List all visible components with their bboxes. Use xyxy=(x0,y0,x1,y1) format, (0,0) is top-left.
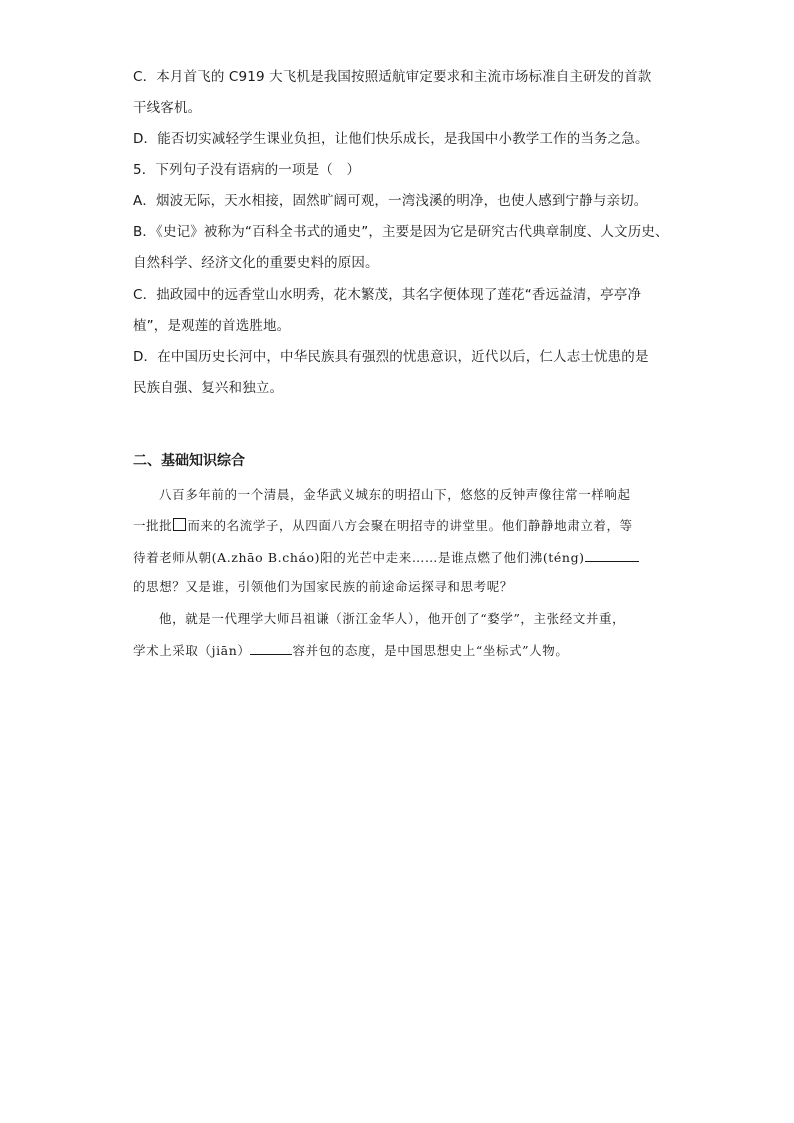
passage-p1-line2-part2: 而来的名流学子，从四面八方会聚在明招寺的讲堂里。他们静静地肃立着，等 xyxy=(187,518,633,533)
passage-p1-line2-part1: 一批批 xyxy=(133,518,173,533)
q5-option-d-line1: D．在中国历史长河中，中华民族具有强烈的忧患意识，近代以后，仁人志士忧患的是 xyxy=(133,349,649,365)
passage-p1-line3 xyxy=(133,548,663,567)
q5-option-b-line2: 自然科学、经济文化的重要史料的原因。 xyxy=(133,255,379,271)
q4-option-c-line1: C．本月首飞的 C919 大飞机是我国按照适航审定要求和主流市场标准自主研发的首款 xyxy=(133,69,652,85)
passage-p2-line2-part2: 容并包的态度，是中国思想史上“坐标式”人物。 xyxy=(292,643,569,658)
q5-option-c-line1: C．拙政园中的远香堂山水明秀，花木繁茂，其名字便体现了莲花“香远益清，亭亭净 xyxy=(133,287,642,303)
answer-blank-jian[interactable] xyxy=(250,641,292,655)
q5-option-b-line1: B．《史记》被称为“百科全书式的通史”，主要是因为它是研究古代典章制度、人文历史、 xyxy=(133,224,669,240)
passage-p1-line2 xyxy=(133,517,663,535)
section-title: 二、基础知识综合 xyxy=(133,453,245,469)
passage-p2-line1: 他，就是一代理学大师吕祖谦（浙江金华人），他开创了“婺学”，主张经文并重， xyxy=(159,611,626,626)
q4-option-d: D．能否切实减轻学生课业负担，让他们快乐成长，是我国中小教学工作的当务之急。 xyxy=(133,131,649,147)
missing-character-box xyxy=(173,518,186,531)
q4-option-c-line2: 干线客机。 xyxy=(133,100,202,116)
answer-blank-teng[interactable] xyxy=(585,548,639,562)
q5-option-d-line2: 民族自强、复兴和独立。 xyxy=(133,380,284,396)
passage-p1-line4: 的思想？又是谁，引领他们为国家民族的前途命运探寻和思考呢？ xyxy=(133,579,513,594)
q5-stem: 5．下列句子没有语病的一项是（ ） xyxy=(133,162,361,178)
passage-p1-line3-text: 待着老师从朝(A.zhāo B.cháo)阳的光芒中走来……是谁点燃了他们沸(téng) xyxy=(133,550,585,565)
passage-p2-line2 xyxy=(133,641,663,660)
passage-p1-line1: 八百多年前的一个清晨，金华武义城东的明招山下，悠悠的反钟声像往常一样响起 xyxy=(159,487,631,502)
passage-p2-line2-part1: 学术上采取（jiān） xyxy=(133,643,251,658)
q5-option-c-line2: 植”，是观莲的首选胜地。 xyxy=(133,318,291,334)
q5-option-a: A．烟波无际，天水相接，固然旷阔可观，一湾浅溪的明净，也使人感到宁静与亲切。 xyxy=(133,193,648,209)
